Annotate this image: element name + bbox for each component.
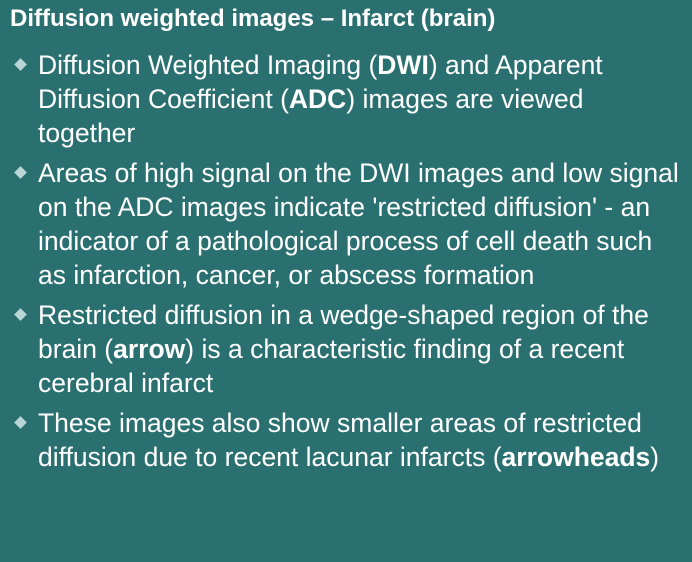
bullet-item bbox=[10, 406, 682, 474]
bullet-list bbox=[10, 48, 682, 474]
bullet-item bbox=[10, 48, 682, 150]
diamond-bullet-icon bbox=[14, 166, 27, 179]
bullet-text: Diffusion Weighted Imaging (DWI) and Apparent Diffusion Coefficient (ADC) images are viewed together bbox=[38, 50, 603, 148]
bullet-item bbox=[10, 298, 682, 400]
bullet-text: Areas of high signal on the DWI images and low signal on the ADC images indicate 'restricted diffusion' - an indicator of a pathological process of cell death such as infarction, cancer, or abscess formation bbox=[38, 158, 679, 290]
bullet-item bbox=[10, 156, 682, 292]
bullet-text: These images also show smaller areas of restricted diffusion due to recent lacunar infarcts (arrowheads) bbox=[38, 408, 660, 472]
slide-title: Diffusion weighted images – Infarct (brain) bbox=[10, 5, 496, 32]
diamond-bullet-icon bbox=[14, 416, 27, 429]
diamond-bullet-icon bbox=[14, 308, 27, 321]
bullet-text: Restricted diffusion in a wedge-shaped region of the brain (arrow) is a characteristic finding of a recent cerebral infarct bbox=[38, 300, 649, 398]
diamond-bullet-icon bbox=[14, 58, 27, 71]
